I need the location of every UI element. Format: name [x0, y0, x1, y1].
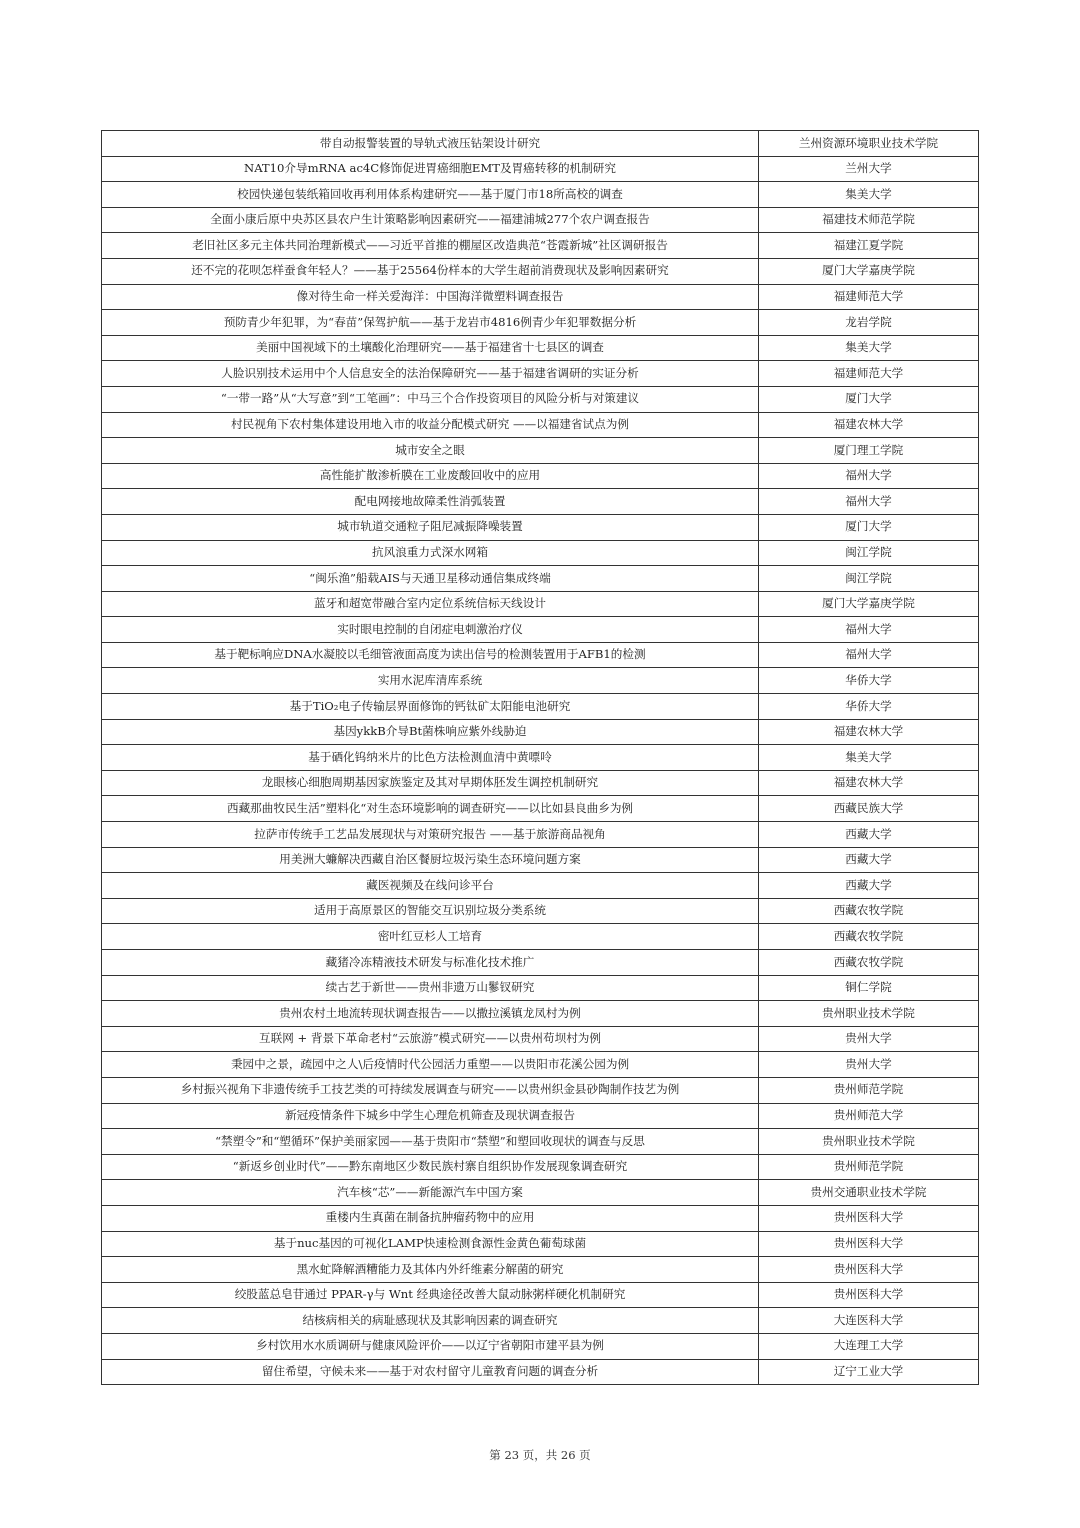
project-title-cell: 基于硒化钨纳米片的比色方法检测血清中黄嘌呤 — [102, 745, 759, 771]
table-row — [102, 258, 979, 284]
table-row — [102, 1154, 979, 1180]
school-name-cell: 兰州大学 — [759, 156, 979, 182]
school-name-cell: 西藏民族大学 — [759, 796, 979, 822]
project-title-cell: 龙眼核心细胞周期基因家族鉴定及其对早期体胚发生调控机制研究 — [102, 770, 759, 796]
school-name-cell: 集美大学 — [759, 745, 979, 771]
table-row — [102, 540, 979, 566]
project-title-cell: 用美洲大蠊解决西藏自治区餐厨垃圾污染生态环境问题方案 — [102, 847, 759, 873]
table-row — [102, 284, 979, 310]
school-name-cell: 福州大学 — [759, 617, 979, 643]
project-title-cell: 预防青少年犯罪，为“春苗”保驾护航——基于龙岩市4816例青少年犯罪数据分析 — [102, 310, 759, 336]
table-row — [102, 361, 979, 387]
school-name-cell: 厦门大学嘉庚学院 — [759, 258, 979, 284]
school-name-cell: 厦门理工学院 — [759, 438, 979, 464]
project-title-cell: 全面小康后原中央苏区县农户生计策略影响因素研究——福建浦城277个农户调查报告 — [102, 207, 759, 233]
project-title-cell: 适用于高原景区的智能交互识别垃圾分类系统 — [102, 898, 759, 924]
table-row — [102, 822, 979, 848]
table-row — [102, 131, 979, 157]
school-name-cell: 贵州职业技术学院 — [759, 1129, 979, 1155]
table-body — [102, 131, 979, 1385]
school-name-cell: 厦门大学 — [759, 386, 979, 412]
school-name-cell: 华侨大学 — [759, 694, 979, 720]
school-name-cell: 大连医科大学 — [759, 1308, 979, 1334]
table-row — [102, 1333, 979, 1359]
project-title-cell: 新冠疫情条件下城乡中学生心理危机筛查及现状调查报告 — [102, 1103, 759, 1129]
table-row — [102, 668, 979, 694]
project-title-cell: “新返乡创业时代”——黔东南地区少数民族村寨自组织协作发展现象调查研究 — [102, 1154, 759, 1180]
table-row — [102, 1077, 979, 1103]
school-name-cell: 厦门大学嘉庚学院 — [759, 591, 979, 617]
school-name-cell: 兰州资源环境职业技术学院 — [759, 131, 979, 157]
project-title-cell: 汽车核“芯”——新能源汽车中国方案 — [102, 1180, 759, 1206]
table-row — [102, 873, 979, 899]
table-row — [102, 463, 979, 489]
school-name-cell: 福建师范大学 — [759, 284, 979, 310]
table-row — [102, 1103, 979, 1129]
school-name-cell: 闽江学院 — [759, 566, 979, 592]
school-name-cell: 贵州医科大学 — [759, 1282, 979, 1308]
table-row — [102, 719, 979, 745]
school-name-cell: 西藏农牧学院 — [759, 950, 979, 976]
school-name-cell: 西藏农牧学院 — [759, 898, 979, 924]
project-title-cell: 像对待生命一样关爱海洋：中国海洋微塑料调查报告 — [102, 284, 759, 310]
project-title-cell: 乡村饮用水水质调研与健康风险评价——以辽宁省朝阳市建平县为例 — [102, 1333, 759, 1359]
project-title-cell: 带自动报警装置的导轨式液压钻架设计研究 — [102, 131, 759, 157]
award-list-table — [101, 130, 979, 1385]
table-row — [102, 1001, 979, 1027]
table-row — [102, 335, 979, 361]
table-row — [102, 1282, 979, 1308]
school-name-cell: 贵州大学 — [759, 1026, 979, 1052]
school-name-cell: 辽宁工业大学 — [759, 1359, 979, 1385]
project-title-cell: 配电网接地故障柔性消弧装置 — [102, 489, 759, 515]
table-row — [102, 233, 979, 259]
project-title-cell: 高性能扩散渗析膜在工业废酸回收中的应用 — [102, 463, 759, 489]
project-title-cell: “一带一路”从“大写意”到“工笔画”：中马三个合作投资项目的风险分析与对策建议 — [102, 386, 759, 412]
table-row — [102, 566, 979, 592]
school-name-cell: 西藏大学 — [759, 873, 979, 899]
table-row — [102, 438, 979, 464]
school-name-cell: 集美大学 — [759, 335, 979, 361]
table-row — [102, 796, 979, 822]
project-title-cell: 基因ykkB介导Bt菌株响应紫外线胁迫 — [102, 719, 759, 745]
school-name-cell: 贵州师范大学 — [759, 1103, 979, 1129]
table-row — [102, 745, 979, 771]
project-title-cell: 蓝牙和超宽带融合室内定位系统信标天线设计 — [102, 591, 759, 617]
school-name-cell: 西藏大学 — [759, 822, 979, 848]
project-title-cell: 还不完的花呗怎样蚕食年轻人？——基于25564份样本的大学生超前消费现状及影响因素研究 — [102, 258, 759, 284]
project-title-cell: 拉萨市传统手工艺品发展现状与对策研究报告 ——基于旅游商品视角 — [102, 822, 759, 848]
table-row — [102, 412, 979, 438]
table-row — [102, 950, 979, 976]
school-name-cell: 贵州医科大学 — [759, 1257, 979, 1283]
project-title-cell: 留住希望，守候未来——基于对农村留守儿童教育问题的调查分析 — [102, 1359, 759, 1385]
project-title-cell: 密叶红豆杉人工培育 — [102, 924, 759, 950]
table-row — [102, 847, 979, 873]
school-name-cell: 华侨大学 — [759, 668, 979, 694]
table-row — [102, 514, 979, 540]
table-row — [102, 924, 979, 950]
table-row — [102, 898, 979, 924]
school-name-cell: 福建农林大学 — [759, 719, 979, 745]
project-title-cell: 校园快递包装纸箱回收再利用体系构建研究——基于厦门市18所高校的调查 — [102, 182, 759, 208]
school-name-cell: 贵州大学 — [759, 1052, 979, 1078]
project-title-cell: 城市轨道交通粒子阻尼减振降噪装置 — [102, 514, 759, 540]
project-title-cell: 结核病相关的病耻感现状及其影响因素的调查研究 — [102, 1308, 759, 1334]
school-name-cell: 福州大学 — [759, 642, 979, 668]
project-title-cell: 黑水虻降解酒糟能力及其体内外纤维素分解菌的研究 — [102, 1257, 759, 1283]
project-title-cell: 实时眼电控制的自闭症电刺激治疗仪 — [102, 617, 759, 643]
school-name-cell: 铜仁学院 — [759, 975, 979, 1001]
school-name-cell: 闽江学院 — [759, 540, 979, 566]
project-title-cell: 基于TiO₂电子传输层界面修饰的钙钛矿太阳能电池研究 — [102, 694, 759, 720]
school-name-cell: 福建技术师范学院 — [759, 207, 979, 233]
project-title-cell: NAT10介导mRNA ac4C修饰促进胃癌细胞EMT及胃癌转移的机制研究 — [102, 156, 759, 182]
project-title-cell: 藏医视频及在线问诊平台 — [102, 873, 759, 899]
project-title-cell: “禁塑令”和“塑循环”保护美丽家园——基于贵阳市“禁塑”和塑回收现状的调查与反思 — [102, 1129, 759, 1155]
project-title-cell: 基于nuc基因的可视化LAMP快速检测食源性金黄色葡萄球菌 — [102, 1231, 759, 1257]
school-name-cell: 福州大学 — [759, 489, 979, 515]
school-name-cell: 福建农林大学 — [759, 770, 979, 796]
table-row — [102, 182, 979, 208]
table-row — [102, 156, 979, 182]
table-row — [102, 1359, 979, 1385]
school-name-cell: 贵州师范学院 — [759, 1154, 979, 1180]
school-name-cell: 西藏农牧学院 — [759, 924, 979, 950]
school-name-cell: 福建江夏学院 — [759, 233, 979, 259]
table-row — [102, 1129, 979, 1155]
project-title-cell: 乡村振兴视角下非遗传统手工技艺类的可持续发展调查与研究——以贵州织金县砂陶制作技艺为例 — [102, 1077, 759, 1103]
project-title-cell: 互联网 + 背景下革命老村“云旅游”模式研究——以贵州苟坝村为例 — [102, 1026, 759, 1052]
table-row — [102, 489, 979, 515]
page-footer: 第 23 页，共 26 页 — [489, 1448, 591, 1462]
school-name-cell: 贵州师范学院 — [759, 1077, 979, 1103]
school-name-cell: 贵州医科大学 — [759, 1231, 979, 1257]
table-row — [102, 207, 979, 233]
table-row — [102, 617, 979, 643]
project-title-cell: 绞股蓝总皂苷通过 PPAR-γ与 Wnt 经典途径改善大鼠动脉粥样硬化机制研究 — [102, 1282, 759, 1308]
school-name-cell: 福州大学 — [759, 463, 979, 489]
table-row — [102, 694, 979, 720]
school-name-cell: 大连理工大学 — [759, 1333, 979, 1359]
project-title-cell: “闽乐渔”船载AIS与天通卫星移动通信集成终端 — [102, 566, 759, 592]
project-title-cell: 人脸识别技术运用中个人信息安全的法治保障研究——基于福建省调研的实证分析 — [102, 361, 759, 387]
school-name-cell: 福建农林大学 — [759, 412, 979, 438]
table-row — [102, 386, 979, 412]
project-title-cell: 基于靶标响应DNA水凝胶以毛细管液面高度为读出信号的检测装置用于AFB1的检测 — [102, 642, 759, 668]
table-row — [102, 642, 979, 668]
table-row — [102, 310, 979, 336]
project-title-cell: 续古艺于新世——贵州非遗万山鬖钗研究 — [102, 975, 759, 1001]
project-title-cell: 西藏那曲牧民生活”塑料化“对生态环境影响的调查研究——以比如县良曲乡为例 — [102, 796, 759, 822]
project-title-cell: 抗风浪重力式深水网箱 — [102, 540, 759, 566]
school-name-cell: 贵州医科大学 — [759, 1205, 979, 1231]
school-name-cell: 福建师范大学 — [759, 361, 979, 387]
table-row — [102, 1257, 979, 1283]
school-name-cell: 龙岩学院 — [759, 310, 979, 336]
table-row — [102, 1052, 979, 1078]
table-row — [102, 1180, 979, 1206]
school-name-cell: 西藏大学 — [759, 847, 979, 873]
school-name-cell: 厦门大学 — [759, 514, 979, 540]
project-title-cell: 村民视角下农村集体建设用地入市的收益分配模式研究 ——以福建省试点为例 — [102, 412, 759, 438]
school-name-cell: 集美大学 — [759, 182, 979, 208]
project-title-cell: 实用水泥库清库系统 — [102, 668, 759, 694]
project-title-cell: 重楼内生真菌在制备抗肿瘤药物中的应用 — [102, 1205, 759, 1231]
table-row — [102, 591, 979, 617]
table-row — [102, 1205, 979, 1231]
table-row — [102, 1026, 979, 1052]
table-row — [102, 1308, 979, 1334]
project-title-cell: 城市安全之眼 — [102, 438, 759, 464]
school-name-cell: 贵州交通职业技术学院 — [759, 1180, 979, 1206]
project-title-cell: 秉园中之景，疏园中之人\后疫情时代公园活力重塑——以贵阳市花溪公园为例 — [102, 1052, 759, 1078]
table-row — [102, 975, 979, 1001]
project-title-cell: 美丽中国视域下的土壤酸化治理研究——基于福建省十七县区的调查 — [102, 335, 759, 361]
project-title-cell: 老旧社区多元主体共同治理新模式——习近平首推的棚屋区改造典范“苍霞新城”社区调研报告 — [102, 233, 759, 259]
project-title-cell: 贵州农村土地流转现状调查报告——以撒拉溪镇龙凤村为例 — [102, 1001, 759, 1027]
table-row — [102, 1231, 979, 1257]
project-title-cell: 藏猪冷冻精液技术研发与标准化技术推广 — [102, 950, 759, 976]
school-name-cell: 贵州职业技术学院 — [759, 1001, 979, 1027]
table-row — [102, 770, 979, 796]
